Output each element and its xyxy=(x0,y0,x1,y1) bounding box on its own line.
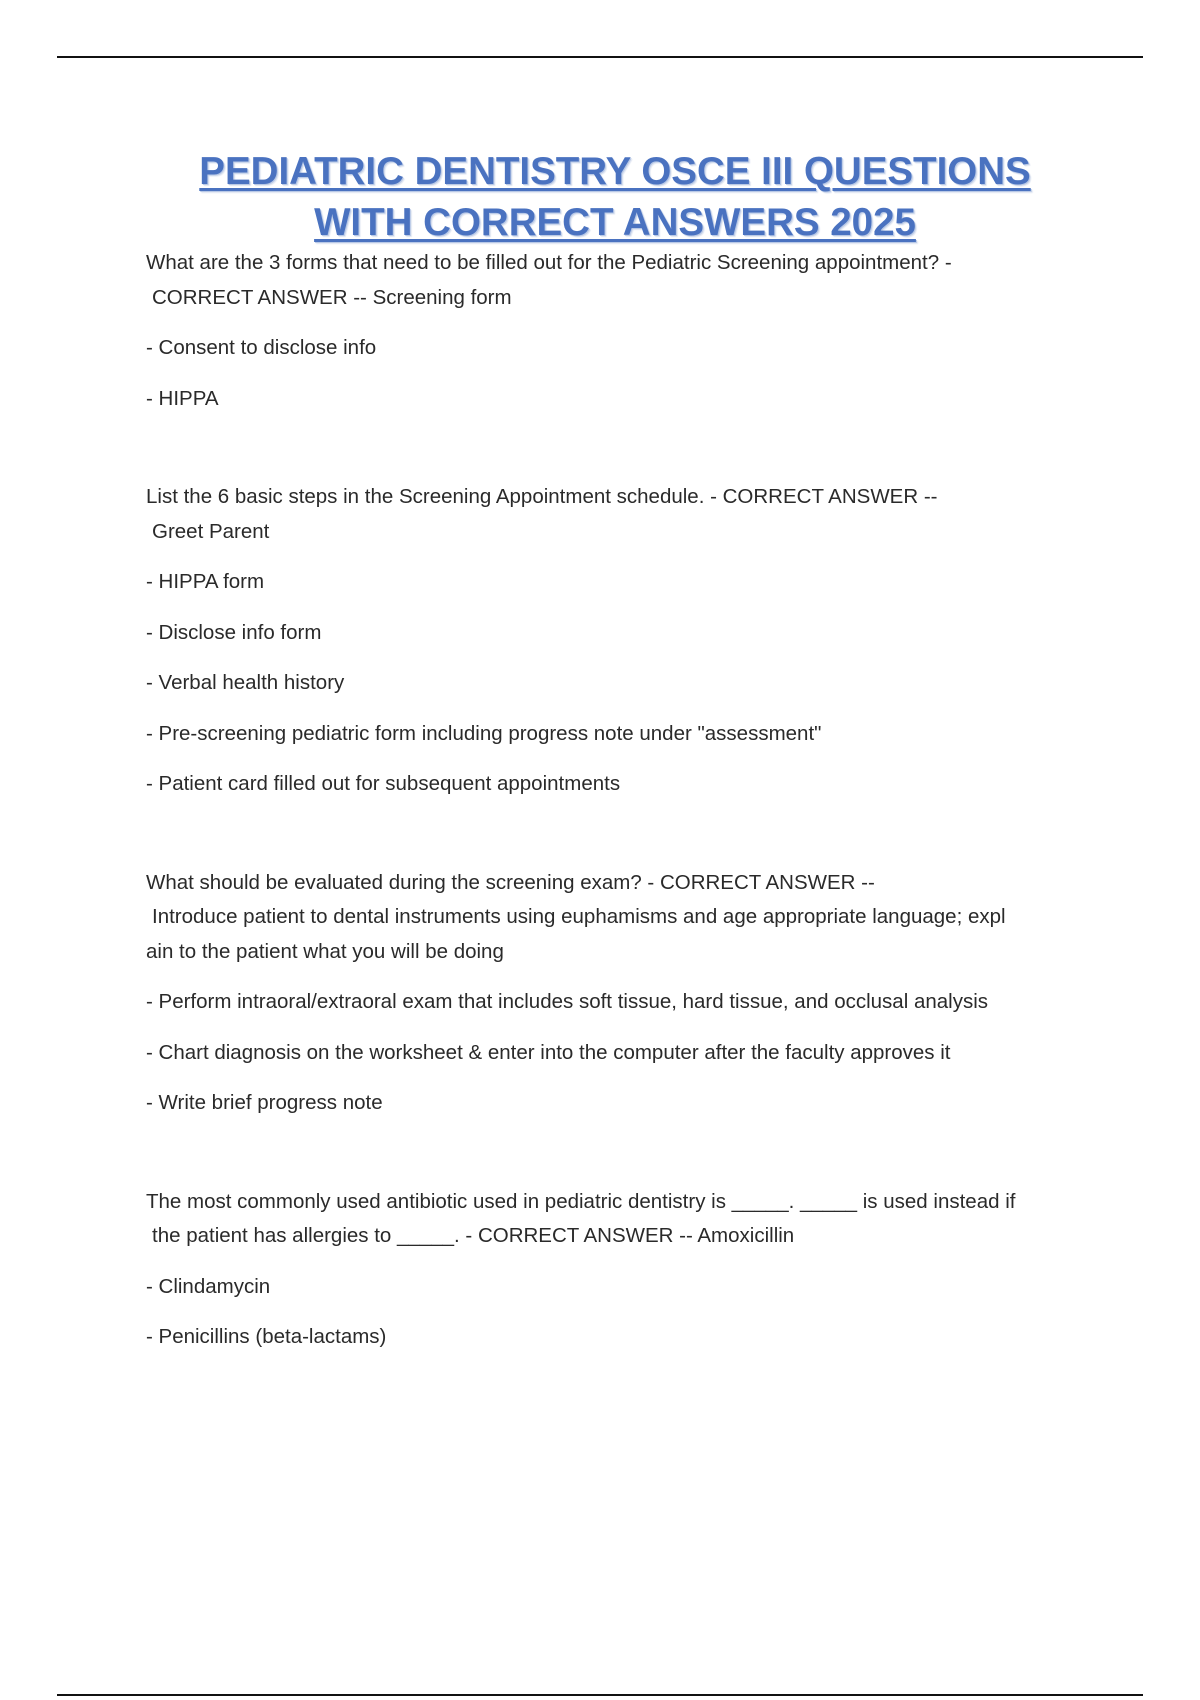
question-line-2: the patient has allergies to _____. - CORRECT ANSWER -- Amoxicillin xyxy=(152,1224,795,1247)
question xyxy=(146,1185,1096,1254)
answer-item: - Perform intraoral/extraoral exam that includes soft tissue, hard tissue, and occlusal analysis xyxy=(146,990,989,1013)
question-line-1: What should be evaluated during the screening exam? - CORRECT ANSWER -- xyxy=(146,870,875,894)
top-divider xyxy=(57,56,1143,58)
question xyxy=(146,246,1096,315)
qa-block-1 xyxy=(146,246,1096,416)
question-line-1: List the 6 basic steps in the Screening Appointment schedule. - CORRECT ANSWER -- xyxy=(146,485,938,508)
answer-item: - Disclose info form xyxy=(146,620,322,644)
answer-item: - Chart diagnosis on the worksheet & enter into the computer after the faculty approves it xyxy=(146,1040,951,1064)
question-line-2: Introduce patient to dental instruments using euphamisms and age appropriate language; expl xyxy=(152,905,1006,928)
qa-block-4 xyxy=(146,1185,1096,1355)
document-title-line-1: PEDIATRIC DENTISTRY OSCE III QUESTIONS xyxy=(199,150,1031,193)
question xyxy=(146,866,1096,970)
question-line-1: The most commonly used antibiotic used in pediatric dentistry is _____. _____ is used instead if xyxy=(146,1189,1016,1213)
question-line-2: Greet Parent xyxy=(152,519,270,543)
answer-item: - Write brief progress note xyxy=(146,1091,383,1114)
document-title xyxy=(120,146,1110,248)
question-line-2: CORRECT ANSWER -- Screening form xyxy=(152,285,512,309)
qa-block-3 xyxy=(146,866,1096,1121)
bottom-divider xyxy=(57,1694,1143,1696)
answer-item: - Clindamycin xyxy=(146,1274,271,1298)
answer-item: - Pre-screening pediatric form including progress note under "assessment" xyxy=(146,721,822,745)
question-line-1: What are the 3 forms that need to be filled out for the Pediatric Screening appointment? - xyxy=(146,251,952,274)
answer-item: - Verbal health history xyxy=(146,671,345,694)
document-body xyxy=(146,246,1096,1355)
question-line-3: ain to the patient what you will be doing xyxy=(146,939,504,963)
question xyxy=(146,480,1096,549)
answer-item: - HIPPA xyxy=(146,386,219,410)
answer-item: - HIPPA form xyxy=(146,570,265,593)
answer-item: - Penicillins (beta-lactams) xyxy=(146,1325,387,1348)
answer-item: - Patient card filled out for subsequent appointments xyxy=(146,772,621,795)
qa-block-2 xyxy=(146,480,1096,802)
document-title-line-2: WITH CORRECT ANSWERS 2025 xyxy=(314,201,916,244)
answer-item: - Consent to disclose info xyxy=(146,336,377,359)
